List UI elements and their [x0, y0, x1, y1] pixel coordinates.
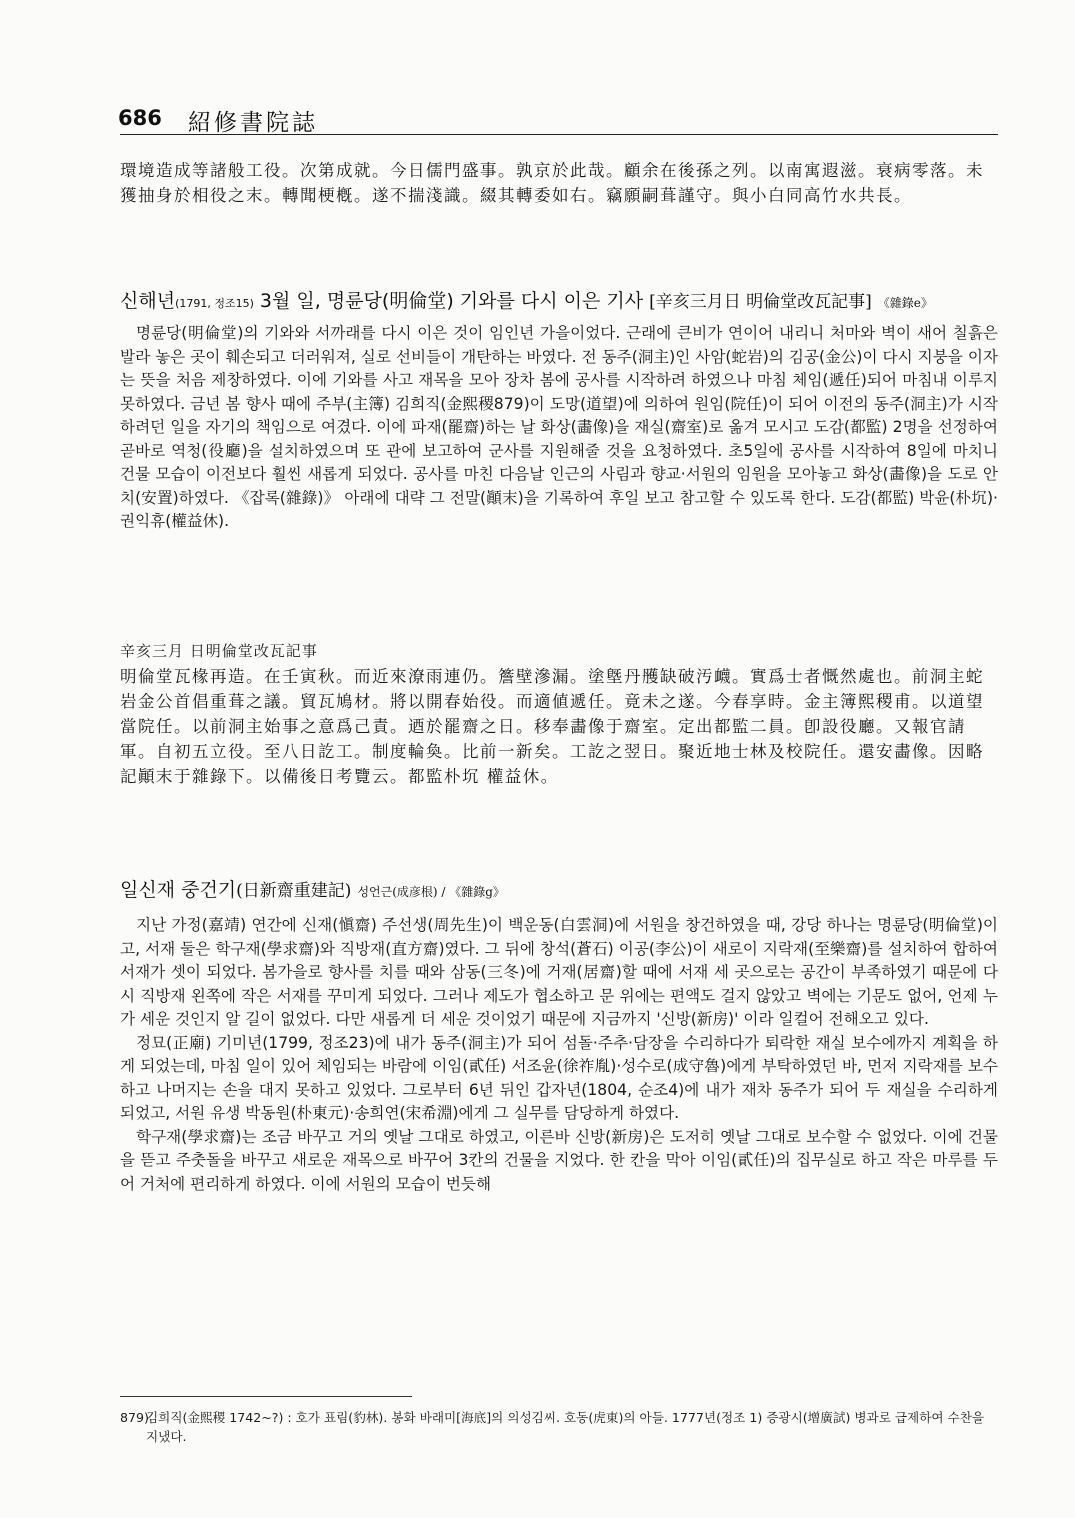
section2-paragraph: 정묘(正廟) 기미년(1799, 정조23)에 내가 동주(洞主)가 되어 섬돌·주추·담장을 수리하다가 퇴락한 재실 보수에까지 계획을 하게 되었는데, 마침 일이 있어 체임되는 바람에 이임(貳任) 서조윤(徐祚胤)·성수로(成守魯)에게 부탁하였던 바, 먼저 지락재를 보수하고 나머지는 손을 대지 못하고 있었다. 그로부터 6년 뒤인 갑자년(1804, 순조4)에 내가 재차 동주가 되어 두 재실을 수리하게 되었고, 서원 유생 박동원(朴東元)·송희연(宋希淵)에게 그 실무를 담당하게 하였다. [120, 1033, 998, 1122]
section1-body [120, 322, 998, 534]
section2-paragraph: 지난 가정(嘉靖) 연간에 신재(愼齋) 주선생(周先生)이 백운동(白雲洞)에 서원을 창건하였을 때, 강당 하나는 명륜당(明倫堂)이고, 서재 둘은 학구재(學求齋)와 직방재(直方齋)였다. 그 뒤에 창석(蒼石) 이공(李公)이 새로이 지락재(至樂齋)를 설치하여 합하여 서재가 셋이 되었다. 봄가을로 향사를 치를 때와 삼동(三冬)에 거재(居齋)할 때에 서재 세 곳으로는 공간이 부족하였기 때문에 다시 직방재 왼쪽에 작은 서재를 꾸미게 되었다. 그러나 제도가 협소하고 문 위에는 편액도 걸지 않았고 벽에는 기문도 없어, 언제 누가 세운 것인지 알 길이 없었다. 다만 새롭게 더 세운 것이었기 때문에 지금까지 '신방(新房)' 이라 일컬어 전해오고 있다. [120, 916, 998, 1028]
header-rule [120, 134, 998, 135]
section1-hanja-body: 明倫堂瓦椽再造。在壬寅秋。而近來潦雨連仍。簷壁滲漏。塗墍丹雘缺破汚衊。實爲士者慨然處也。前洞主蛇岩金公首倡重葺之議。貿瓦鳩材。將以開春始役。而適値遞任。竟未之遂。今春享時。金主簿熙稷甫。以道望當院任。以前洞主始事之意爲己責。迺於罷齋之日。移奉畵像于齋室。定出都監二員。卽設役廳。又報官請軍。自初五立役。至八日訖工。制度輪奐。比前一新矣。工訖之翌日。聚近地士林及校院任。還安畵像。因略記顚末于雜錄下。以備後日考覽云。都監朴坈 權益休。 [120, 667, 984, 786]
section1-title-main: 신해년 [120, 290, 176, 312]
section1-heading [120, 287, 998, 318]
section2-heading [120, 876, 998, 906]
section2-title-hanja: (日新齋重建記) [236, 881, 352, 901]
footnote-text: 김희직(金熙稷 1742~?) : 호가 표림(豹林). 봉화 바래미[海底]의 의성김씨. 호동(虎東)의 아들. 1777년(정조 1) 증광시(增廣試) 병과로 급제하여 수찬을 지냈다. [146, 1410, 985, 1444]
page-number: 686 [118, 106, 162, 130]
book-title: 紹修書院誌 [188, 110, 318, 136]
section2-title-author: 성언근(成彦根) / 《雜錄g》 [357, 885, 505, 899]
section2-paragraph: 학구재(學求齋)는 조금 바꾸고 거의 옛날 그대로 하였고, 이른바 신방(新房)은 도저히 옛날 그대로 보수할 수 없었다. 이에 건물을 뜯고 주춧돌을 바꾸고 새로운 재목으로 바꾸어 3칸의 건물을 지었다. 한 칸을 막아 이임(貳任)의 집무실로 하고 작은 마루를 두어 거처에 편리하게 하였다. 이에 서원의 모습이 번듯해 [120, 1127, 998, 1193]
section1-title-year: (1791, 정조15) [175, 297, 254, 310]
section1-body-paragraph: 명륜당(明倫堂)의 기와와 서까래를 다시 이은 것이 임인년 가을이었다. 근래에 큰비가 연이어 내리니 처마와 벽이 새어 칠흙은 발라 놓은 곳이 훼손되고 더러워져, 실로 선비들이 개탄하는 바였다. 전 동주(洞主)인 사암(蛇岩)의 김공(金公)이 다시 지붕을 이자는 뜻을 처음 제창하였다. 이에 기와를 사고 재목을 모아 장차 봄에 공사를 시작하려 하였으나 마침 체임(遞任)되어 마침내 이루지 못하였다. 금년 봄 향사 때에 주부(主簿) 김희직(金熙稷879)이 도망(道望)에 의하여 원임(院任)이 되어 이전의 동주(洞主)가 시작하려던 일을 자기의 책임으로 여겼다. 이에 파재(罷齋)하는 날 화상(畵像)을 재실(齋室)로 옮겨 모시고 도감(都監) 2명을 선정하여 곧바로 역청(役廳)을 설치하였으며 또 관에 보고하여 군사를 지원해줄 것을 요청하였다. 초5일에 공사를 시작하여 8일에 마치니 건물 모습이 이전보다 훨씬 새롭게 되었다. 공사를 마친 다음날 인근의 사림과 향교·서원의 임원을 모아놓고 화상(畵像)을 도로 안치(安置)하였다. 《잡록(雜錄)》 아래에 대략 그 전말(顚末)을 기록하여 후일 보고 참고할 수 있도록 한다. 도감(都監) 박윤(朴坈)·권익휴(權益休). [120, 324, 998, 530]
section2-title-main: 일신재 중건기 [120, 879, 237, 901]
header-rule-wrap [120, 134, 998, 135]
section1-title-rest: 3월 일, 명륜당(明倫堂) 기와를 다시 이은 기사 [253, 290, 650, 312]
section1-title-hanja: [辛亥三月日 明倫堂改瓦記事] [649, 292, 872, 312]
footnote-number: 879) [120, 1410, 149, 1425]
intro-hanja-paragraph: 環境造成等諸般工役。次第成就。今日儒門盛事。孰京於此哉。顧余在後孫之列。以南寓遐滋。衰病零落。未獲抽身於相役之末。轉聞梗槪。遂不揣淺識。綴其轉委如右。竊願嗣葺謹守。與小白同高竹水共長。 [120, 161, 984, 205]
section1-title-source: 《雜錄e》 [877, 296, 933, 310]
footnote [120, 1408, 998, 1446]
section2-body [120, 914, 998, 1196]
section1-hanja-title: 辛亥三月 日明倫堂改瓦記事 [120, 642, 318, 660]
footnote-rule [120, 1396, 412, 1397]
